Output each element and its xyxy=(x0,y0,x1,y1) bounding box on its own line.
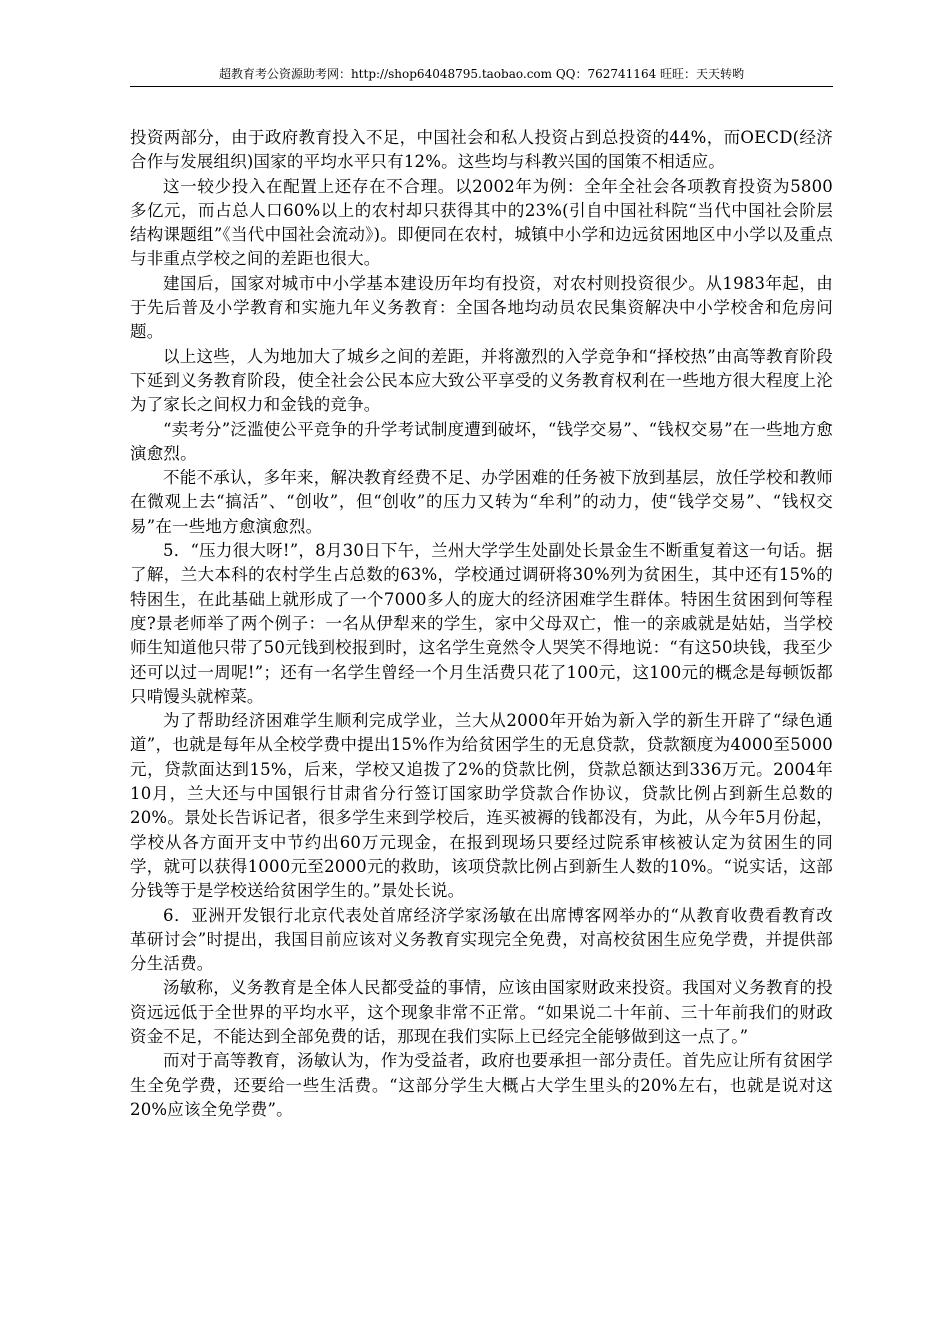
paragraph-6: 不能不承认，多年来，解决教育经费不足、办学困难的任务被下放到基层，放任学校和教师在微观上去“搞活”、“创收”，但“创收”的压力又转为“牟利”的动力，使“钱学交易”、“钱权交易”在一些地方愈演愈烈。 xyxy=(130,468,833,536)
paragraph-5: “卖考分”泛滥使公平竞争的升学考试制度遭到破坏，“钱学交易”、“钱权交易”在一些地方愈演愈烈。 xyxy=(130,419,833,463)
paragraph-4: 以上这些，人为地加大了城乡之间的差距，并将激烈的入学竞争和“择校热”由高等教育阶段下延到义务教育阶段，使全社会公民本应大致公平享受的义务教育权利在一些地方很大程度上沦为了家长之间权力和金钱的竞争。 xyxy=(130,346,833,415)
document-body xyxy=(130,126,833,1122)
paragraph-3: 建国后，国家对城市中小学基本建设历年均有投资，对农村则投资很少。从1983年起，由于先后普及小学教育和实施九年义务教育：全国各地均动员农民集资解决中小学校舍和危房问题。 xyxy=(130,273,833,342)
paragraph-1: 投资两部分，由于政府教育投入不足，中国社会和私人投资占到总投资的44%，而OECD(经济合作与发展组织)国家的平均水平只有12%。这些均与科教兴国的国策不相适应。 xyxy=(130,128,833,172)
header-text: 超教育考公资源助考网：http://shop64048795.taobao.com QQ：762741164 旺旺：天天转哟 xyxy=(218,67,745,81)
paragraph-7: 5．“压力很大呀!”，8月30日下午，兰州大学学生处副处长景金生不断重复着这一句话。据了解，兰大本科的农村学生占总数的63%，学校通过调研将30%列为贫困生，其中还有15%的特困生，在此基础上就形成了一个7000多人的庞大的经济困难学生群体。特困生贫困到何等程度?景老师举了两个例子：一名从伊犁来的学生，家中父母双亡，惟一的亲戚就是姑姑，当学校师生知道他只带了50元钱到校报到时，这名学生竟然令人哭笑不得地说：“有这50块钱，我至少还可以过一周呢!”；还有一名学生曾经一个月生活费只花了100元，这100元的概念是每顿饭都只啃馒头就榨菜。 xyxy=(130,541,833,706)
paragraph-8: 为了帮助经济困难学生顺利完成学业，兰大从2000年开始为新入学的新生开辟了“绿色通道”，也就是每年从全校学费中提出15%作为给贫困学生的无息贷款，贷款额度为4000至5000元，贷款面达到15%，后来，学校又追拨了2%的贷款比例，贷款总额达到336万元。2004年10月，兰大还与中国银行甘肃省分行签订国家助学贷款合作协议，贷款比例占到新生总数的20%。景处长告诉记者，很多学生来到学校后，连买被褥的钱都没有，为此，从今年5月份起，学校从各方面开支中节约出60万元现金，在报到现场只要经过院系审核被认定为贫困生的同学，就可以获得1000元至2000元的救助，该项贷款比例占到新生人数的10%。“说实话，这部分钱等于是学校送给贫困学生的。”景处长说。 xyxy=(130,711,833,901)
paragraph-9: 6．亚洲开发银行北京代表处首席经济学家汤敏在出席博客网举办的“从教育收费看教育改革研讨会”时提出，我国目前应该对义务教育实现完全免费，对高校贫困生应免学费，并提供部分生活费。 xyxy=(130,905,833,974)
page-header xyxy=(130,62,833,87)
paragraph-11: 而对于高等教育，汤敏认为，作为受益者，政府也要承担一部分责任。首先应让所有贫困学生全免学费，还要给一些生活费。“这部分学生大概占大学生里头的20%左右，也就是说对这20%应该全免学费”。 xyxy=(130,1051,833,1119)
paragraph-2: 这一较少投入在配置上还存在不合理。以2002年为例：全年全社会各项教育投资为5800多亿元，而占总人口60%以上的农村却只获得其中的23%(引自中国社科院“当代中国社会阶层结构课题组”《当代中国社会流动》)。即便同在农村，城镇中小学和边远贫困地区中小学以及重点与非重点学校之间的差距也很大。 xyxy=(130,176,833,269)
paragraph-10: 汤敏称，义务教育是全体人民都受益的事情，应该由国家财政来投资。我国对义务教育的投资远远低于全世界的平均水平，这个现象非常不正常。“如果说二十年前、三十年前我们的财政资金不足，不能达到全部免费的话，那现在我们实际上已经完全能够做到这一点了。” xyxy=(130,978,833,1046)
